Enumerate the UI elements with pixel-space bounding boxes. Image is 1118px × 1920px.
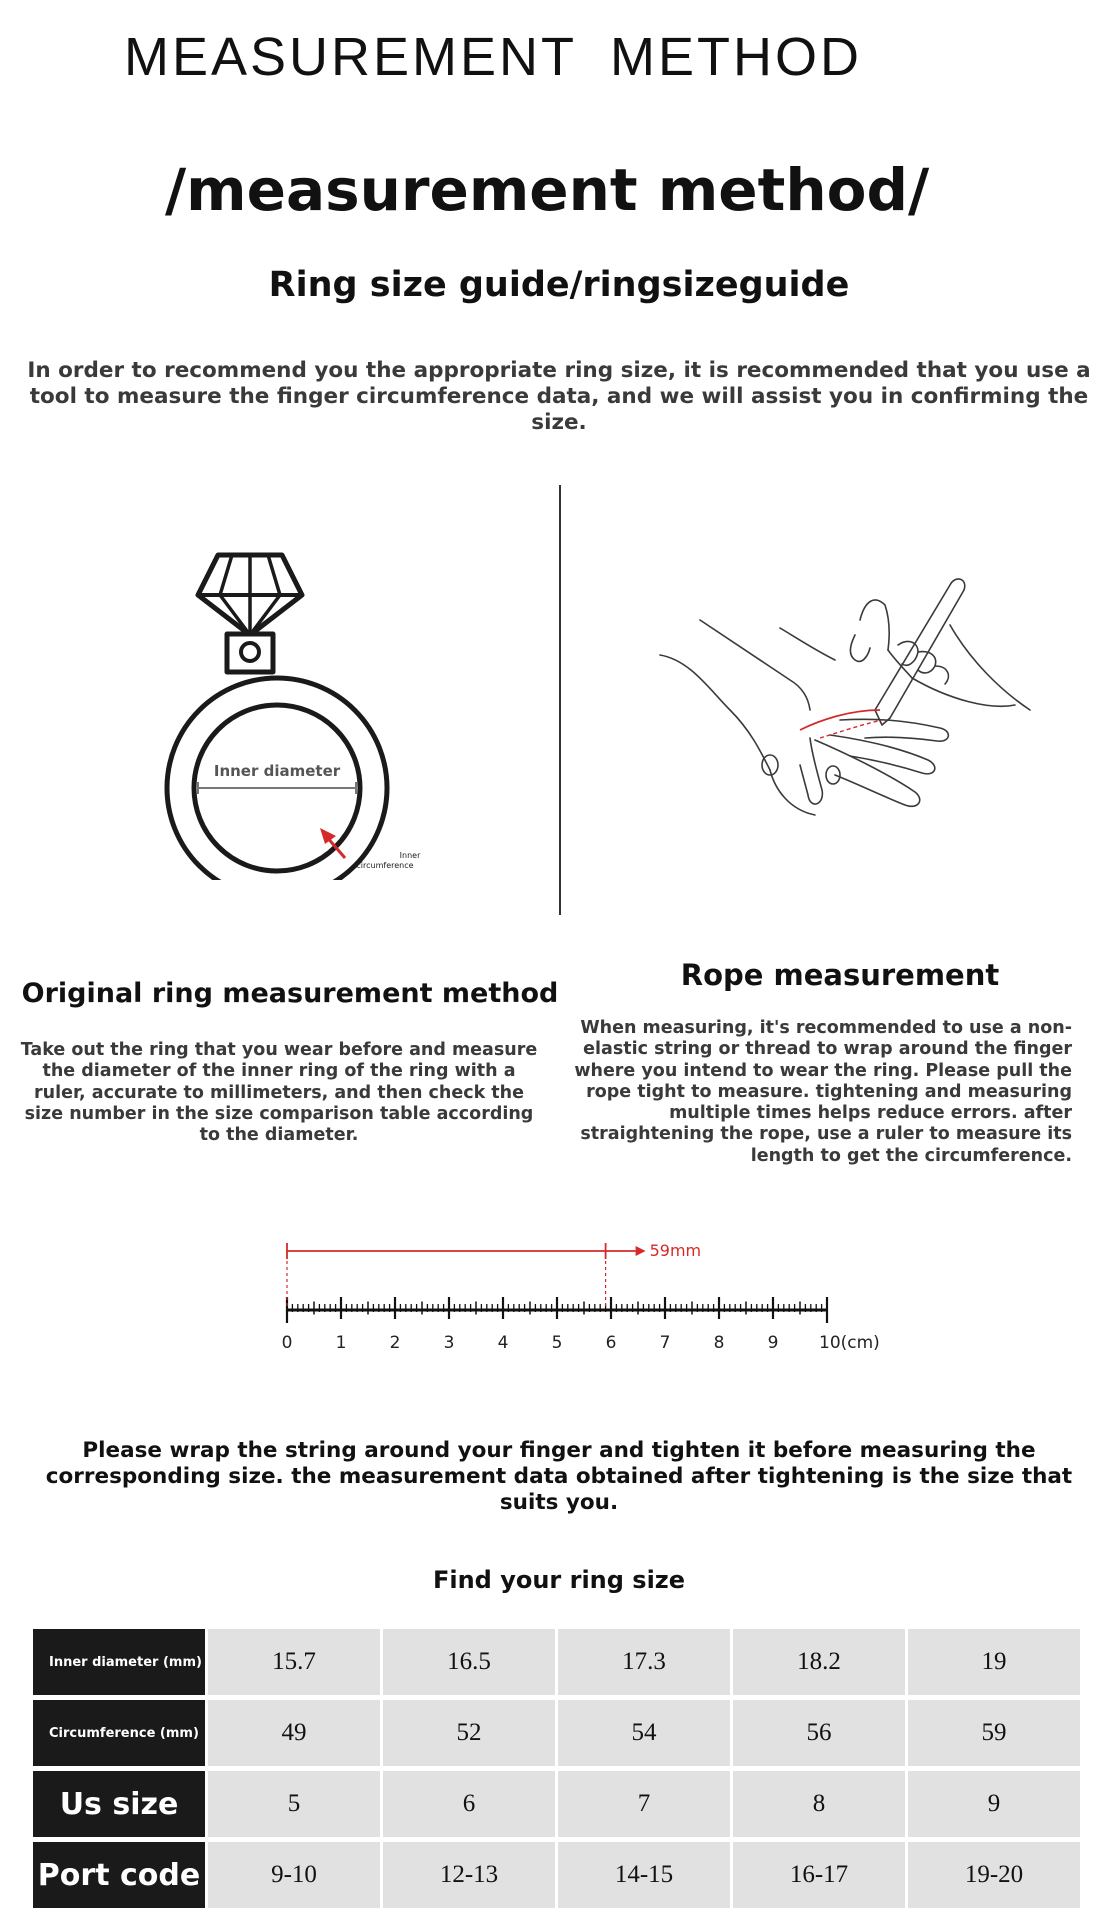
table-cell: 16-17 [733, 1842, 905, 1908]
ring-size-table [33, 1629, 1081, 1908]
row-header-circumference: Circumference (mm) [33, 1700, 205, 1766]
lower-hand-outline [660, 655, 770, 770]
ruler-number: 1 [335, 1333, 347, 1350]
table-cell: 16.5 [383, 1629, 555, 1695]
table-cell: 17.3 [558, 1629, 730, 1695]
table-cell: 7 [558, 1771, 730, 1837]
original-method-text: Take out the ring that you wear before and measure the diameter of the inner ring of the ring with a ruler, accurate to millimeters, and then check the size number in the size comparison table according to the diameter. [20, 1040, 538, 1146]
table-cell: 6 [383, 1771, 555, 1837]
table-title: Find your ring size [432, 1566, 686, 1594]
ruler-number: 0 [281, 1333, 293, 1350]
row-header-inner-diameter: Inner diameter (mm) [33, 1629, 205, 1695]
rope-method-title: Rope measurement [680, 958, 1000, 992]
ring-size-guide-title: Ring size guide/ringsizeguide [268, 265, 850, 305]
table-cell: 18.2 [733, 1629, 905, 1695]
table-cell: 59 [908, 1700, 1080, 1766]
inner-circumference-label-line2: circumference [356, 861, 414, 870]
ruler-number: 2 [389, 1333, 401, 1350]
table-cell: 8 [733, 1771, 905, 1837]
table-cell: 5 [208, 1771, 380, 1837]
row-header-us-size: Us size [33, 1771, 205, 1837]
ruler-number: 9 [767, 1333, 779, 1350]
ruler-number-last: 10(cm) [819, 1333, 880, 1350]
table-cell: 56 [733, 1700, 905, 1766]
original-method-title: Original ring measurement method [21, 978, 559, 1009]
inner-diameter-label: Inner diameter [213, 762, 341, 780]
intro-paragraph: In order to recommend you the appropriate ring size, it is recommended that you use a tool to measure the finger circumference data, and we will assist you in confirming the size. [27, 358, 1091, 435]
table-cell: 14-15 [558, 1842, 730, 1908]
wrap-instruction: Please wrap the string around your finger and tighten it before measuring the corresponding size. the measurement data obtained after tightening is the size that suits you. [45, 1438, 1073, 1515]
ruler-number: 5 [551, 1333, 563, 1350]
rope-method-text: When measuring, it's recommended to use a non-elastic string or thread to wrap around the finger where you intend to wear the ring. Please pull the rope tight to measure. tightening and measuring multiple times helps reduce errors. after straightening the rope, use a ruler to measure its length to get the circumference. [574, 1018, 1072, 1166]
table-cell: 19 [908, 1629, 1080, 1695]
table-cell: 49 [208, 1700, 380, 1766]
measurement-label: 59mm [649, 1241, 702, 1260]
inner-circumference-label-line1: Inner [399, 851, 421, 860]
vertical-divider [559, 485, 561, 915]
table-cell: 54 [558, 1700, 730, 1766]
table-cell: 9 [908, 1771, 1080, 1837]
ruler-number: 8 [713, 1333, 725, 1350]
page-header: MEASUREMENT METHOD [124, 27, 863, 87]
hand-measuring-illustration [650, 560, 1050, 830]
ruler-illustration [260, 1230, 900, 1350]
table-cell: 9-10 [208, 1842, 380, 1908]
ruler-number: 7 [659, 1333, 671, 1350]
table-cell: 19-20 [908, 1842, 1080, 1908]
row-header-port-code: Port code [33, 1842, 205, 1908]
ring-illustration [150, 540, 450, 880]
ruler-number: 4 [497, 1333, 509, 1350]
table-cell: 12-13 [383, 1842, 555, 1908]
section-subtitle: /measurement method/ [165, 156, 930, 224]
measure-arrow-icon [636, 1246, 646, 1256]
ruler-number: 3 [443, 1333, 455, 1350]
table-cell: 52 [383, 1700, 555, 1766]
red-arrow-icon [320, 828, 336, 844]
table-cell: 15.7 [208, 1629, 380, 1695]
ruler-number: 6 [605, 1333, 617, 1350]
